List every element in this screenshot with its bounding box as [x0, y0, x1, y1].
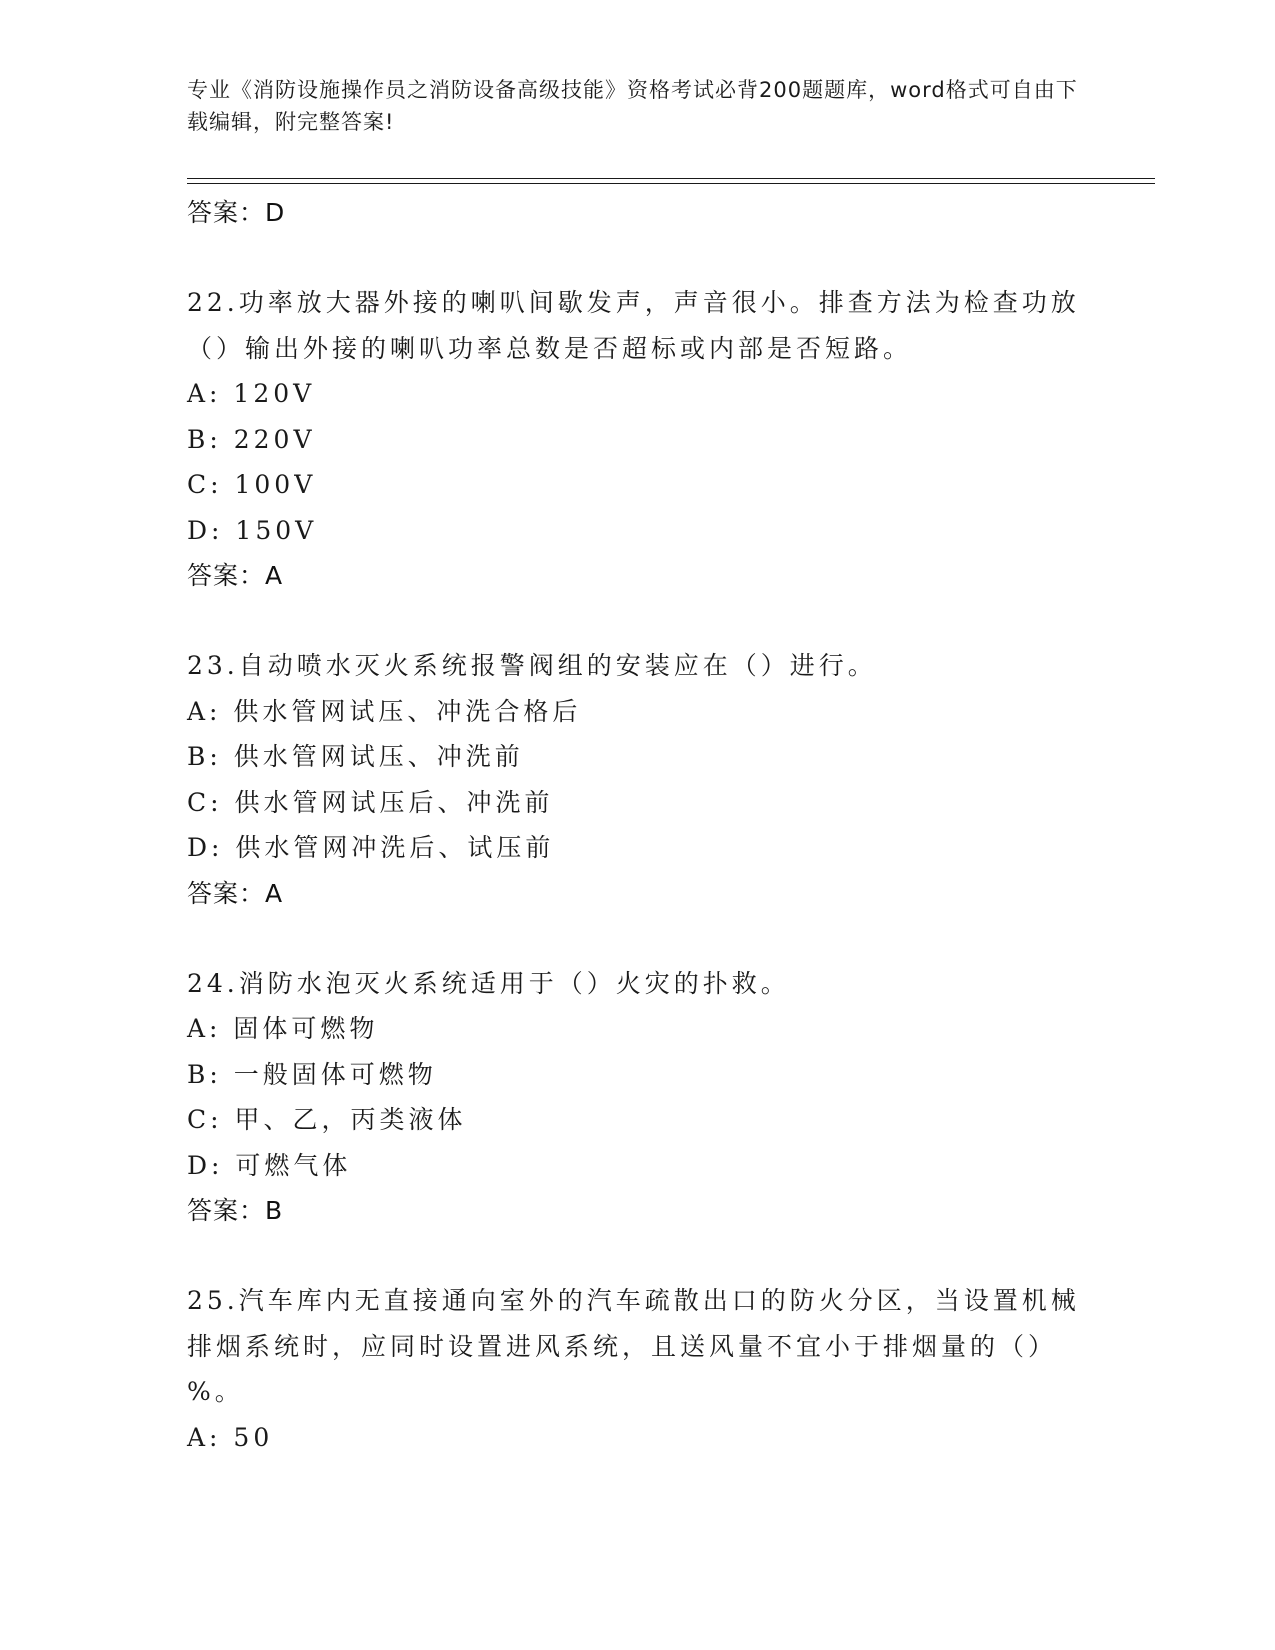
question-text: 24.消防水泡灭火系统适用于（）火灾的扑救。 — [187, 968, 790, 998]
question-list — [187, 190, 1087, 1460]
document-header: 专业《消防设施操作员之消防设备高级技能》资格考试必背200题题库，word格式可自由下载编辑，附完整答案! — [187, 78, 1078, 134]
question-text: 23.自动喷水灭火系统报警阀组的安装应在（）进行。 — [187, 651, 877, 680]
header-divider-bottom — [187, 183, 1155, 184]
question-answer: 答案：A — [187, 878, 284, 908]
option-a: A: 固体可燃物 — [187, 1014, 379, 1043]
option-a: A: 120V — [187, 379, 316, 408]
option-a: A: 供水管网试压、冲洗合格后 — [187, 696, 582, 726]
question-24 — [187, 961, 1087, 1234]
header-divider-top — [187, 178, 1155, 179]
option-a: A: 50 — [187, 1422, 274, 1452]
option-d: D: 可燃气体 — [187, 1150, 352, 1180]
question-answer: 答案：A — [187, 561, 284, 590]
question-25 — [187, 1278, 1087, 1460]
option-c: C: 100V — [187, 470, 317, 499]
option-b: B: 一般固体可燃物 — [187, 1059, 437, 1089]
question-text: 22.功率放大器外接的喇叭间歇发声，声音很小。排查方法为检查功放（）输出外接的喇叭功率总数是否超标或内部是否短路。 — [187, 288, 1080, 363]
previous-answer: 答案：D — [187, 198, 286, 227]
option-b: B: 供水管网试压、冲洗前 — [187, 742, 524, 771]
option-c: C: 甲、乙，丙类液体 — [187, 1105, 467, 1134]
option-b: B: 220V — [187, 424, 316, 454]
option-c: C: 供水管网试压后、冲洗前 — [187, 787, 554, 817]
question-answer: 答案：B — [187, 1196, 284, 1225]
question-23 — [187, 643, 1087, 916]
question-text: 25.汽车库内无直接通向室外的汽车疏散出口的防火分区，当设置机械排烟系统时，应同时设置进风系统，且送风量不宜小于排烟量的（）%。 — [187, 1286, 1080, 1406]
option-d: D: 150V — [187, 515, 318, 545]
option-d: D: 供水管网冲洗后、试压前 — [187, 833, 555, 862]
question-22 — [187, 280, 1087, 598]
